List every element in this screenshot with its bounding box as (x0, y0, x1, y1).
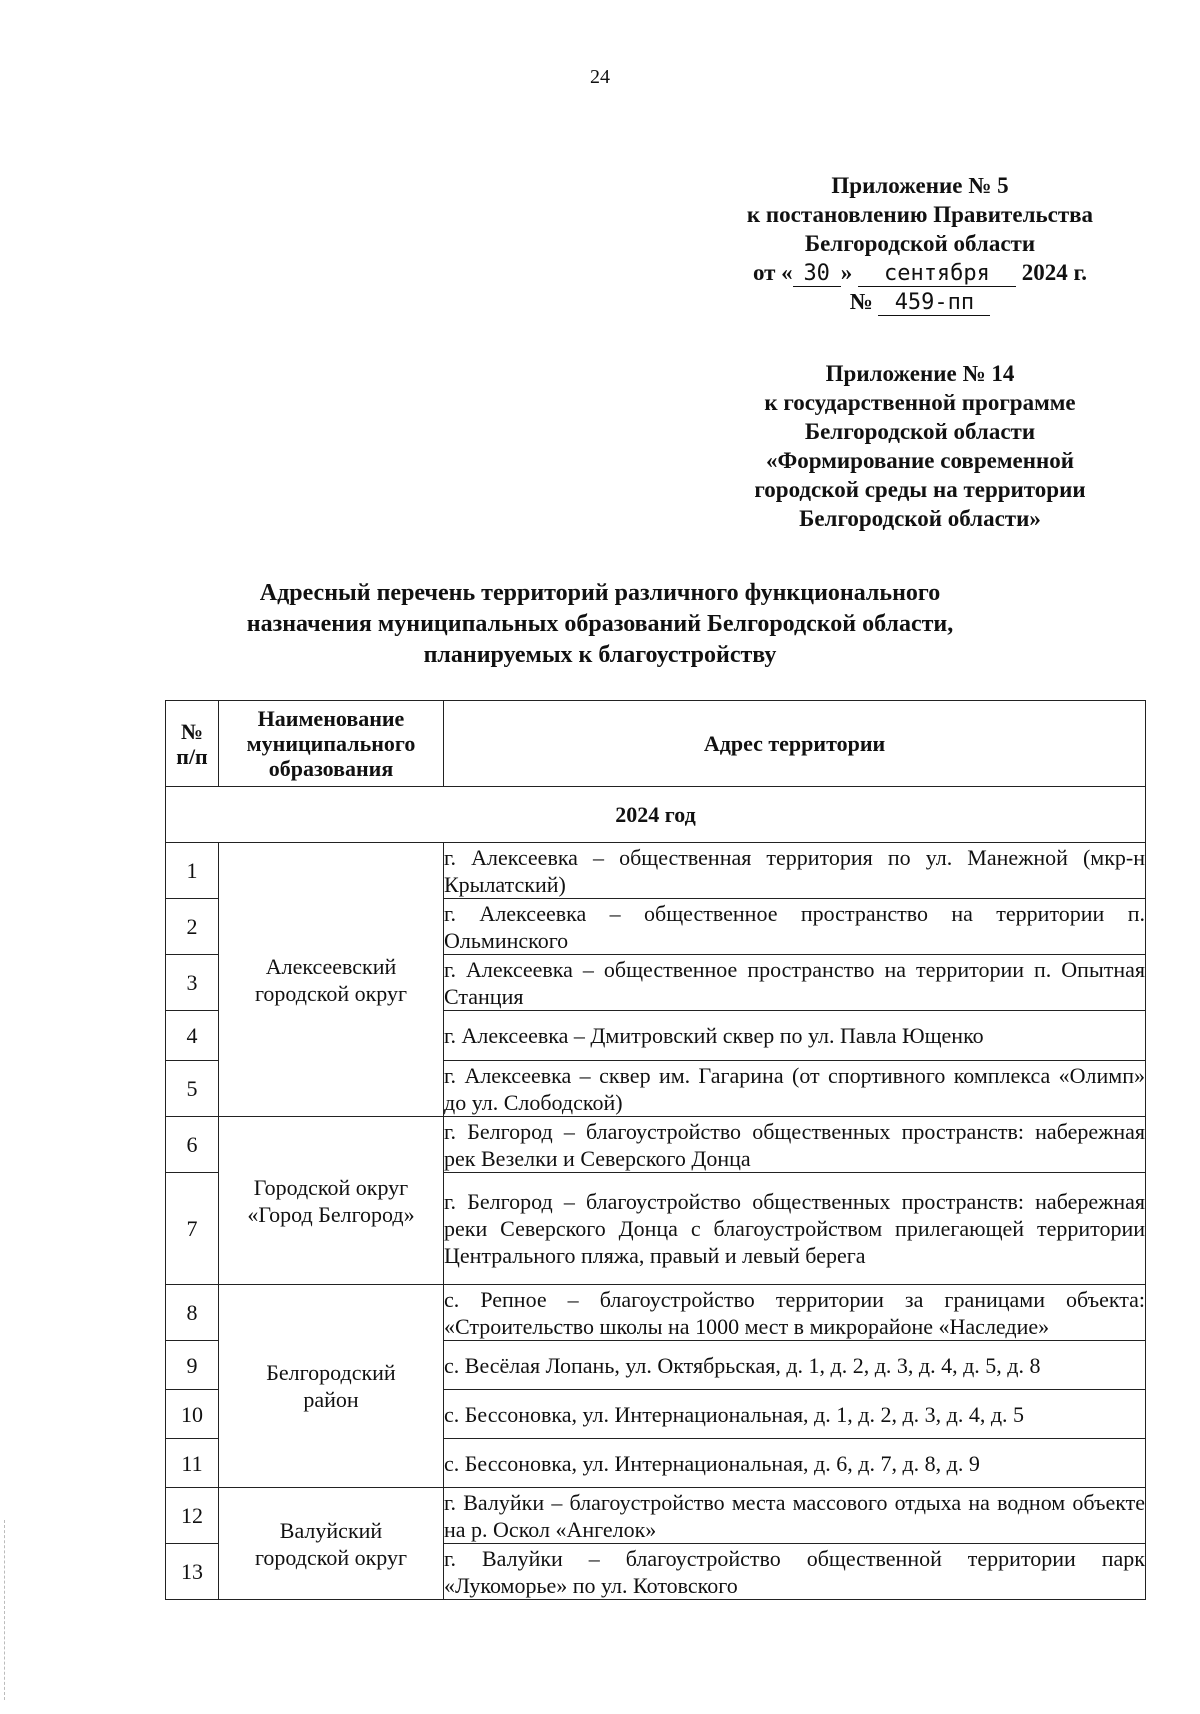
header-address: Адрес территории (444, 701, 1146, 787)
address-cell: г. Валуйки – благоустройство общественной территории парк «Лукоморье» по ул. Котовского (444, 1545, 1145, 1598)
row-number: 7 (166, 1173, 219, 1285)
appendix-14-line6: Белгородской области» (799, 506, 1041, 531)
row-number: 2 (166, 899, 219, 955)
municipality-line1: Белгородский (266, 1360, 396, 1385)
row-number: 12 (166, 1488, 219, 1544)
municipality-line2: район (303, 1387, 359, 1412)
table-row (166, 1285, 1146, 1341)
row-number: 1 (166, 843, 219, 899)
table-header-row (166, 701, 1146, 787)
document-title (150, 578, 1050, 671)
row-number: 10 (166, 1390, 219, 1439)
appendix-5-line3: Белгородской области (804, 231, 1036, 256)
table-row (166, 1117, 1146, 1173)
municipality-cell (219, 843, 444, 1117)
municipality-cell (219, 1488, 444, 1600)
date-day: 30 (793, 262, 841, 287)
address-cell: с. Репное – благоустройство территории за границами объекта: «Строительство школы на 1000 мест в микрорайоне «Наследие» (444, 1286, 1145, 1339)
appendix-14-line5: городской среды на территории (754, 477, 1086, 502)
municipality-line1: Городской округ (253, 1174, 409, 1200)
date-mid: » (840, 260, 853, 285)
address-cell: с. Бессоновка, ул. Интернациональная, д. 1, д. 2, д. 3, д. 4, д. 5 (444, 1390, 1146, 1439)
municipality-line2: «Город Белгород» (247, 1201, 415, 1227)
appendix-5-date (700, 258, 1140, 287)
header-muni-line3: образования (268, 756, 394, 781)
address-cell: г. Алексеевка – Дмитровский сквер по ул. Павла Ющенко (444, 1011, 1146, 1061)
address-cell: г. Алексеевка – общественное пространство на территории п. Опытная Станция (444, 956, 1145, 1009)
year-cell: 2024 год (166, 787, 1146, 843)
appendix-14-line4: «Формирование современной (766, 448, 1074, 473)
municipality-cell (219, 1285, 444, 1488)
appendix-5-title: Приложение № 5 (831, 173, 1009, 198)
scan-margin-marks (4, 1520, 6, 1700)
appendix-14-title: Приложение № 14 (825, 361, 1015, 386)
header-municipality (219, 701, 444, 787)
municipality-cell (219, 1117, 444, 1285)
municipality-line2: городской округ (254, 980, 408, 1006)
header-num (166, 701, 219, 787)
table-row (166, 1488, 1146, 1544)
row-number: 11 (166, 1439, 219, 1488)
table-row (166, 843, 1146, 899)
address-cell: г. Белгород – благоустройство общественных пространств: набережная рек Везелки и Северского Донца (444, 1118, 1145, 1171)
row-number: 6 (166, 1117, 219, 1173)
date-month: сентября (858, 262, 1016, 287)
number-prefix: № (849, 289, 873, 314)
address-cell: г. Алексеевка – общественное пространство на территории п. Ольминского (444, 900, 1145, 953)
title-line-2: назначения муниципальных образований Белгородской области, (246, 611, 954, 637)
appendix-14-line3: Белгородской области (804, 419, 1036, 444)
year-row (166, 787, 1146, 843)
municipality-line2: городской округ (254, 1544, 408, 1570)
appendix-5-number (700, 287, 1140, 316)
appendix-5-block (700, 171, 1140, 316)
title-line-1: Адресный перечень территорий различного функционального (259, 580, 941, 606)
date-year: 2024 г. (1021, 260, 1088, 285)
address-cell: г. Алексеевка – общественная территория по ул. Манежной (мкр-н Крылатский) (444, 844, 1145, 897)
address-cell: с. Весёлая Лопань, ул. Октябрьская, д. 1, д. 2, д. 3, д. 4, д. 5, д. 8 (444, 1341, 1146, 1390)
header-muni-line1: Наименование (257, 706, 405, 731)
appendix-5-line2: к постановлению Правительства (746, 202, 1094, 227)
municipality-line1: Валуйский (279, 1517, 383, 1543)
row-number: 5 (166, 1061, 219, 1117)
header-muni-line2: муниципального (246, 731, 416, 756)
address-table (165, 700, 1146, 1600)
appendix-14-block (700, 359, 1140, 533)
header-num-line1: № (180, 718, 204, 744)
title-line-3: планируемых к благоустройству (423, 642, 777, 668)
date-prefix: от « (752, 260, 793, 285)
number-value: 459-пп (878, 291, 990, 316)
row-number: 3 (166, 955, 219, 1011)
appendix-14-line2: к государственной программе (764, 390, 1076, 415)
address-cell: с. Бессоновка, ул. Интернациональная, д. 6, д. 7, д. 8, д. 9 (444, 1439, 1146, 1488)
row-number: 13 (166, 1544, 219, 1600)
page-number: 24 (590, 66, 610, 88)
address-cell: г. Валуйки – благоустройство места массового отдыха на водном объекте на р. Оскол «Ангелок» (444, 1489, 1145, 1542)
header-num-line2: п/п (176, 743, 208, 769)
row-number: 9 (166, 1341, 219, 1390)
address-cell: г. Алексеевка – сквер им. Гагарина (от спортивного комплекса «Олимп» до ул. Слободской) (444, 1062, 1145, 1115)
municipality-line1: Алексеевский (265, 953, 397, 979)
row-number: 8 (166, 1285, 219, 1341)
row-number: 4 (166, 1011, 219, 1061)
address-cell: г. Белгород – благоустройство общественных пространств: набережная реки Северского Донца с благоустройством прилегающей территории Центрального пляжа, правый и левый берега (444, 1173, 1146, 1285)
